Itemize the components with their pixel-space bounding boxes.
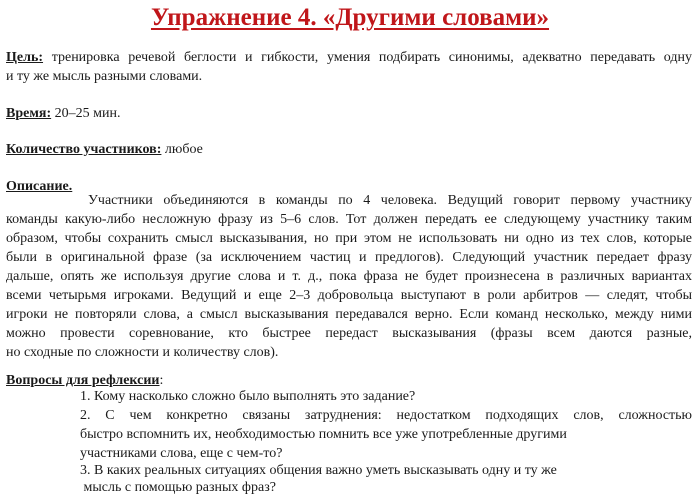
reflection-question-3-line-1: 3. В каких реальных ситуациях общения важно уметь высказывать одну и ту же xyxy=(80,463,557,478)
description-line-3: образом, чтобы сохранить смысл высказывания, но при этом не использовать ни одно из тех слов, которые xyxy=(6,231,692,246)
description-line-8: можно провести соревнование, кто быстрее передаст высказывания (фразы всем даются разные, xyxy=(6,326,692,341)
goal-text-1: тренировка речевой беглости и гибкости, умения подбирать синонимы, адекватно передавать одну xyxy=(43,50,692,65)
description-label: Описание. xyxy=(6,179,73,194)
time-label: Время: xyxy=(6,106,52,121)
time-line xyxy=(6,104,120,123)
goal-label: Цель: xyxy=(6,50,44,65)
reflection-question-2-line-2: быстро вспомнить их, необходимостью помнить все уже употребленные другими xyxy=(80,427,567,442)
reflection-question-1: 1. Кому насколько сложно было выполнять это задание? xyxy=(80,389,416,404)
description-line-7: игроки не повторяли слова, а смысл высказывания передавался верно. Если команд несколько, между ними xyxy=(6,307,692,322)
description-line-4: были в оригинальной фразе (за исключением частиц и предлогов). Следующий участник передает фразу xyxy=(6,250,692,265)
description-line-9: но сходные по сложности и количеству слов). xyxy=(6,345,279,360)
description-line-5: дальше, опять же используя другие слова и т. д., пока фраза не будет произнесена в различных вариантах xyxy=(6,269,692,284)
description-line-2: команды какую-либо несложную фразу из 5–6 слов. Тот должен передать ее следующему участнику таким xyxy=(6,212,692,227)
participants-line xyxy=(6,140,203,159)
description-heading xyxy=(6,177,72,196)
participants-label: Количество участников: xyxy=(6,142,162,157)
goal-line-1 xyxy=(6,48,692,67)
description-line-6: всеми четырьмя игроками. Ведущий и еще 2–3 добровольца выступают в роли арбитров — следят, чтобы xyxy=(6,288,692,303)
reflection-label: Вопросы для рефлексии xyxy=(6,373,160,388)
page-title: Упражнение 4. «Другими словами» xyxy=(150,4,550,31)
reflection-question-2-line-1: 2. С чем конкретно связаны затруднения: недостатком подходящих слов, сложностью xyxy=(80,408,692,423)
reflection-question-3-line-2: мысль с помощью разных фраз? xyxy=(80,480,276,495)
participants-value: любое xyxy=(161,142,203,157)
time-value: 20–25 мин. xyxy=(51,106,121,121)
reflection-question-2-line-3: участниками слова, еще с чем-то? xyxy=(80,446,283,461)
description-line-1: Участники объединяются в команды по 4 человека. Ведущий говорит первому участнику xyxy=(88,193,692,208)
reflection-colon: : xyxy=(159,373,164,388)
goal-text-2: и ту же мысль разными словами. xyxy=(6,69,203,84)
